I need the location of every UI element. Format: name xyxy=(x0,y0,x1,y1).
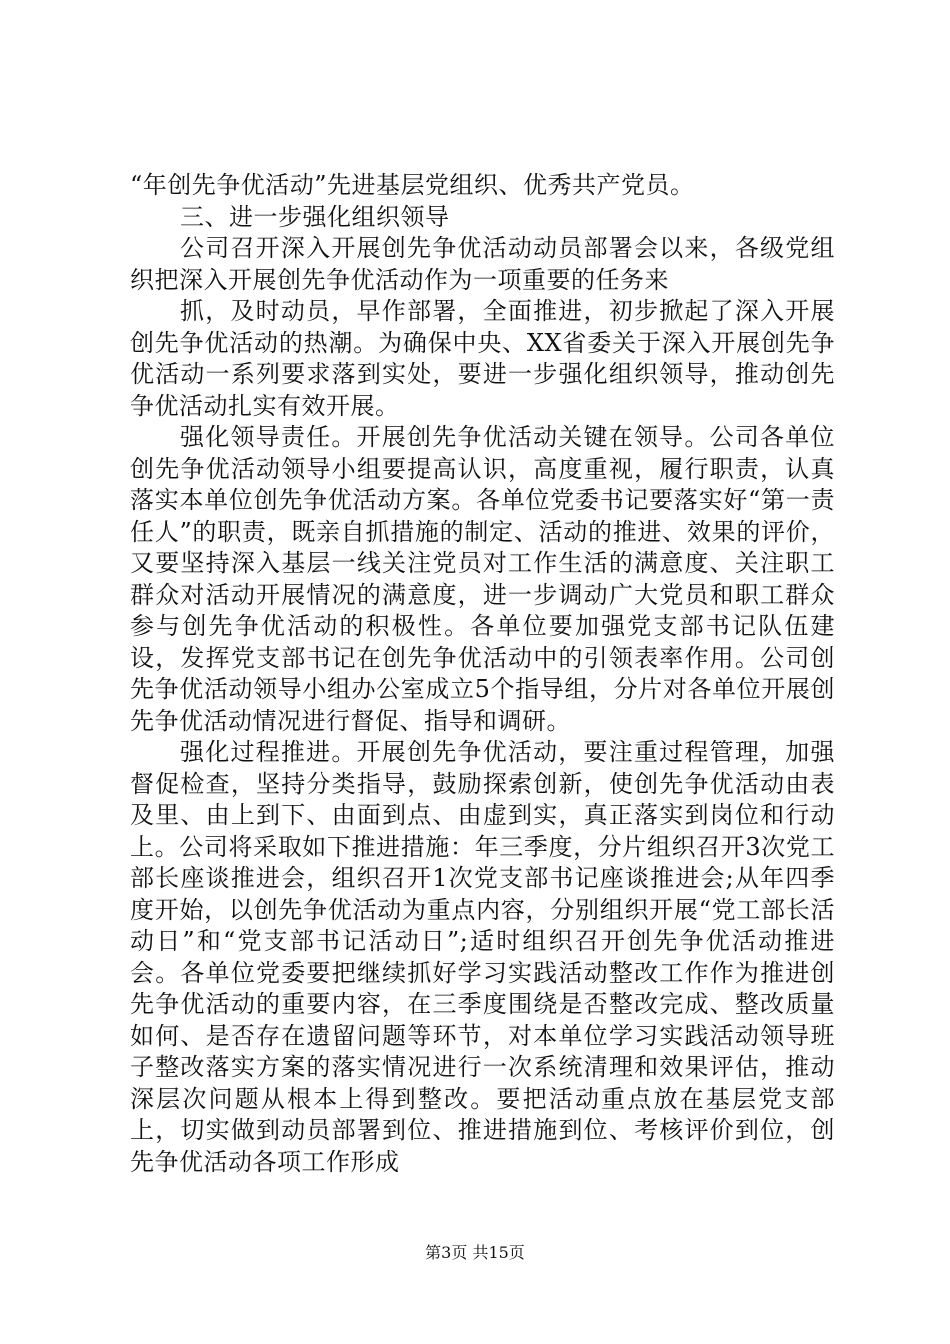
page-number: 第3页 共15页 xyxy=(425,1243,525,1262)
paragraph: 强化领导责任。开展创先争优活动关键在领导。公司各单位创先争优活动领导小组要提高认识，高度重视，履行职责，认真落实本单位创先争优活动方案。各单位党委书记要落实好“第一责任人”的职责，既亲自抓措施的制定、活动的推进、效果的评价，又要坚持深入基层一线关注党员对工作生活的满意度、关注职工群众对活动开展情况的满意度，进一步调动广大党员和职工群众参与创先争优活动的积极性。各单位要加强党支部书记队伍建设，发挥党支部书记在创先争优活动中的引领表率作用。公司创先争优活动领导小组办公室成立5个指导组，分片对各单位开展创先争优活动情况进行督促、指导和调研。 xyxy=(130,423,835,735)
paragraph: 抓，及时动员，早作部署，全面推进，初步掀起了深入开展创先争优活动的热潮。为确保中央、XX省委关于深入开展创先争优活动一系列要求落到实处，要进一步强化组织领导，推动创先争优活动扎实有效开展。 xyxy=(130,297,835,420)
paragraph: 强化过程推进。开展创先争优活动，要注重过程管理，加强督促检查，坚持分类指导，鼓励探索创新，使创先争优活动由表及里、由上到下、由面到点、由虚到实，真正落实到岗位和行动上。公司将采取如下推进措施：年三季度，分片组织召开3次党工部长座谈推进会，组织召开1次党支部书记座谈推进会;从年四季度开始，以创先争优活动为重点内容，分别组织开展“党工部长活动日”和“党支部书记活动日”;适时组织召开创先争优活动推进会。各单位党委要把继续抓好学习实践活动整改工作作为推进创先争优活动的重要内容，在三季度围绕是否整改完成、整改质量如何、是否存在遗留问题等环节，对本单位学习实践活动领导班子整改落实方案的落实情况进行一次系统清理和效果评估，推动深层次问题从根本上得到整改。要把活动重点放在基层党支部上，切实做到动员部署到位、推进措施到位、考核评价到位，创先争优活动各项工作形成 xyxy=(130,738,835,1176)
paragraph: 公司召开深入开展创先争优活动动员部署会以来，各级党组织把深入开展创先争优活动作为一项重要的任务来 xyxy=(130,234,835,294)
paragraph-continuation: “年创先争优活动”先进基层党组织、优秀共产党员。 xyxy=(130,171,695,199)
page-footer xyxy=(0,1243,950,1263)
document-body xyxy=(130,170,835,1178)
section-heading: 三、进一步强化组织领导 xyxy=(180,202,450,231)
